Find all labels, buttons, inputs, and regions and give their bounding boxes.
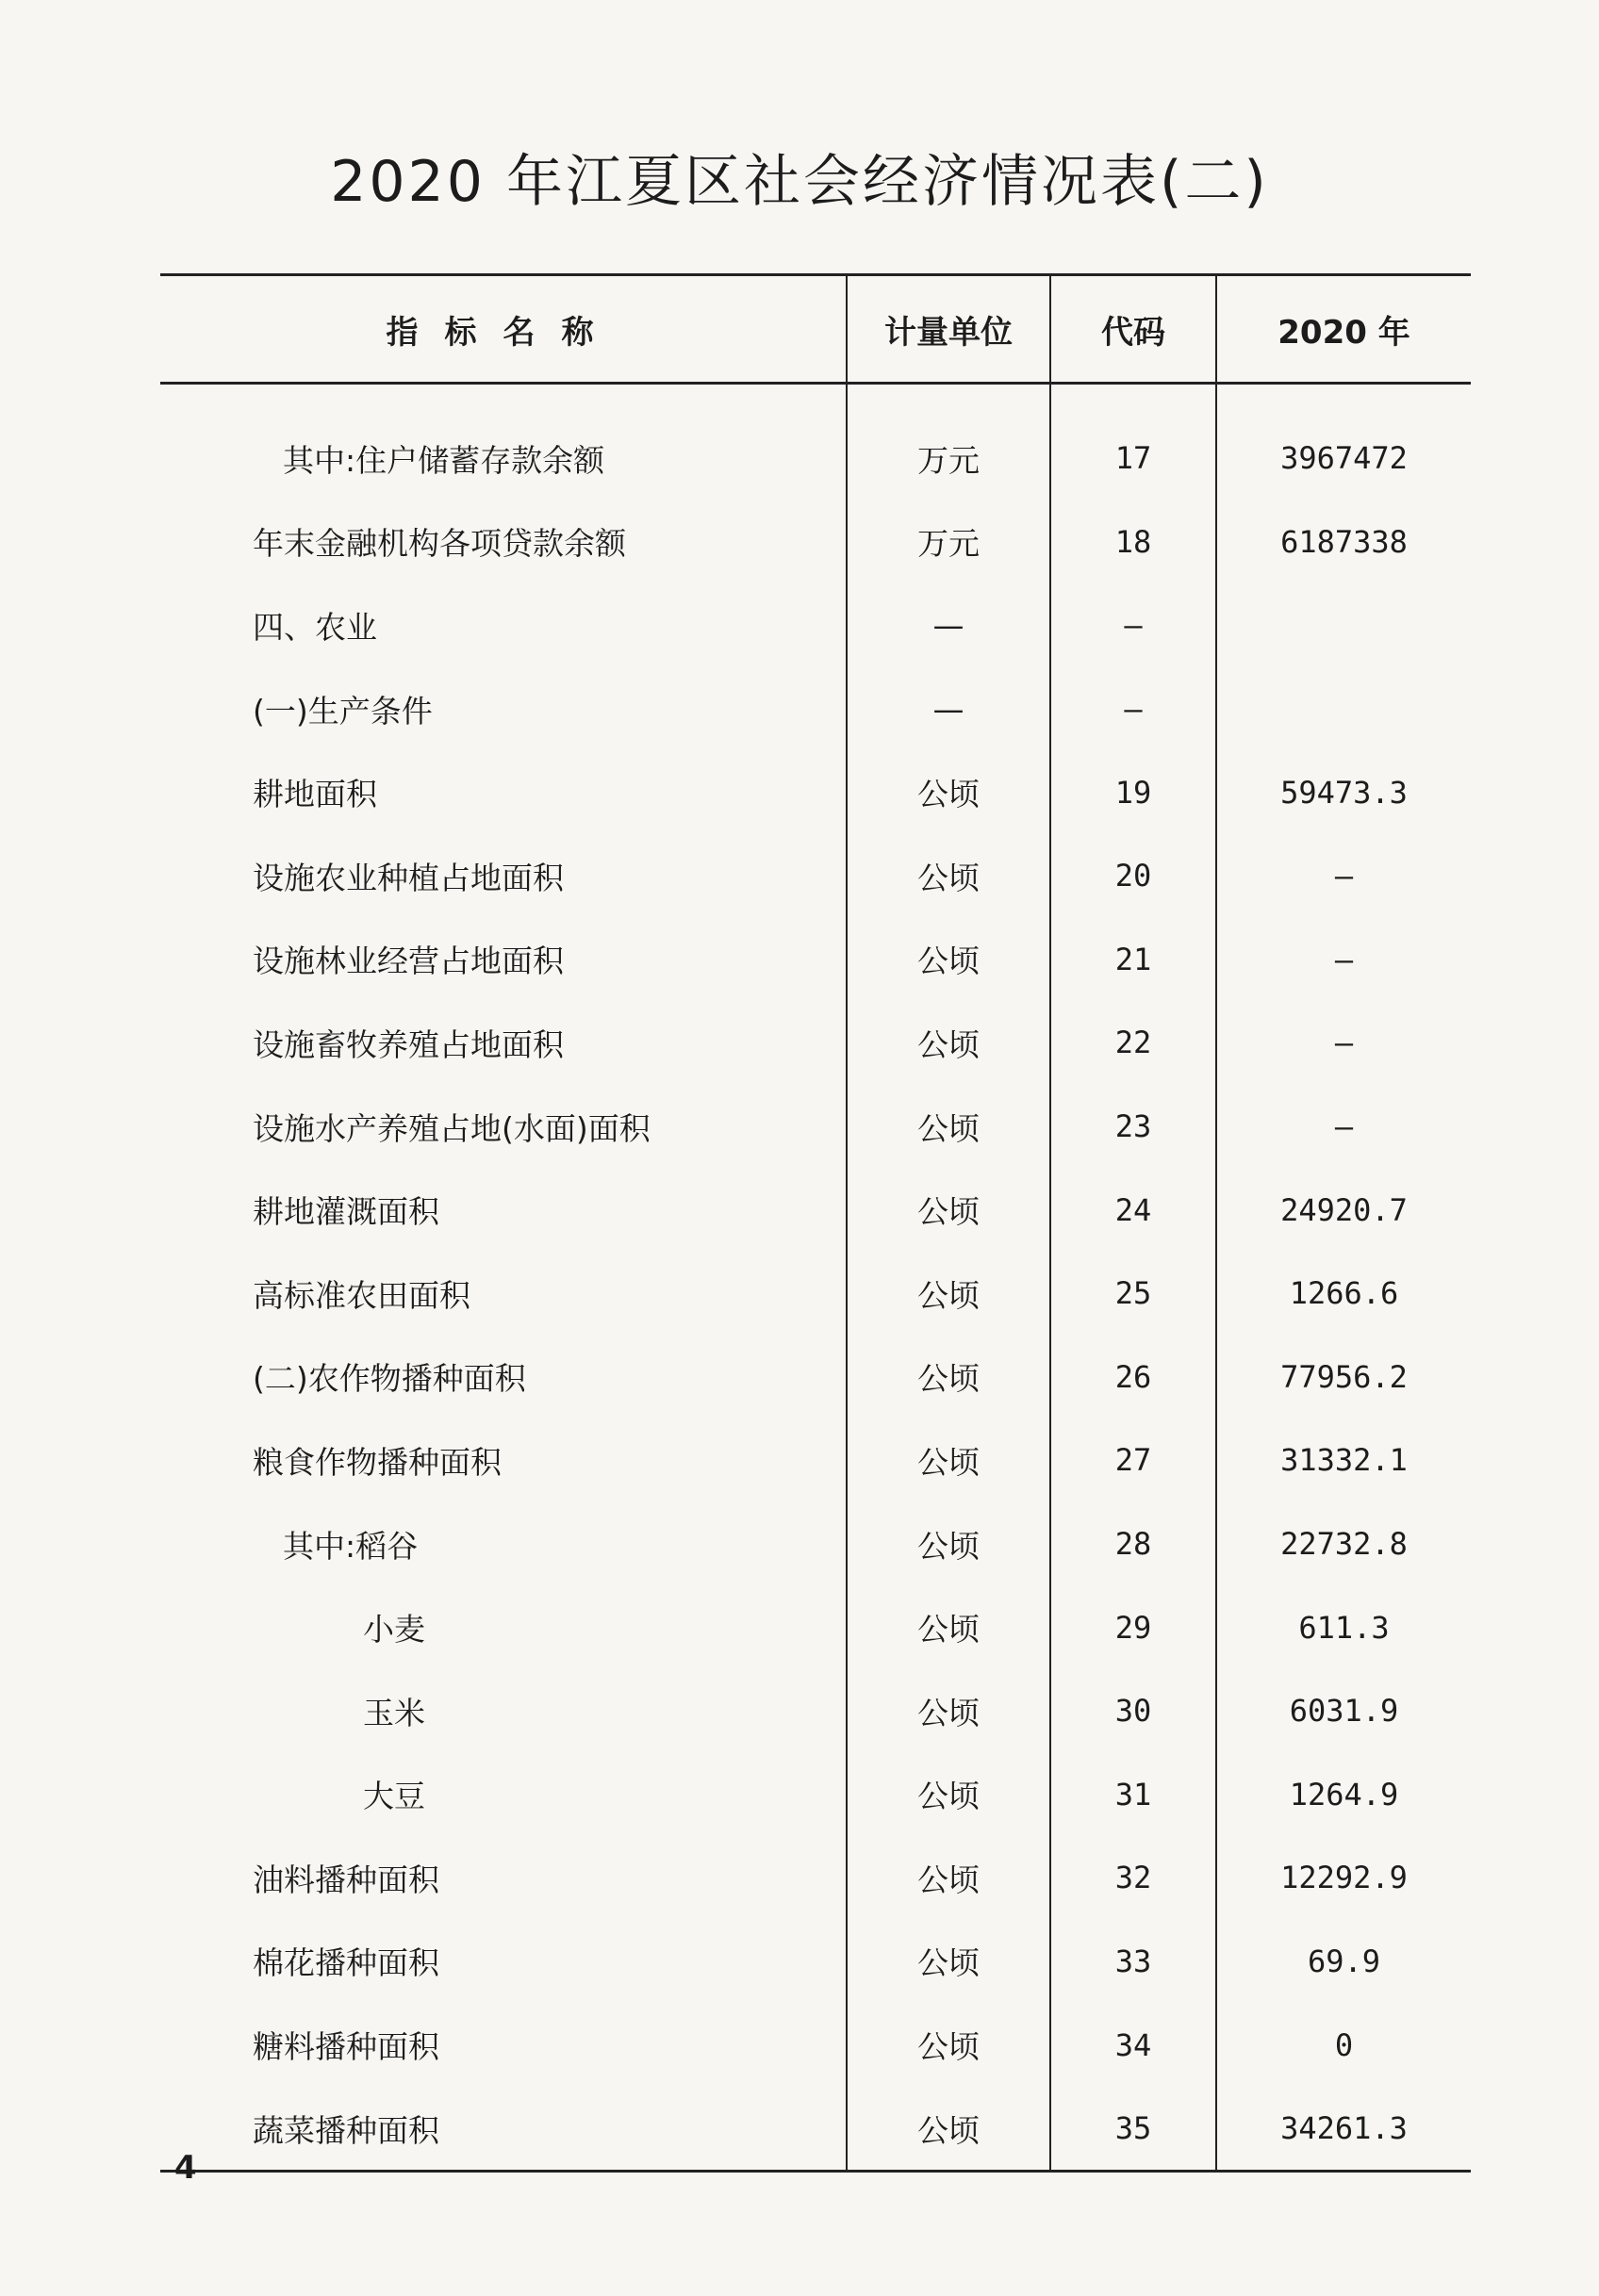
table-row <box>160 1753 1471 1837</box>
row-name: 其中:稻谷 <box>283 1527 419 1565</box>
row-code: 30 <box>1050 1669 1216 1753</box>
table-row <box>160 2087 1471 2172</box>
row-unit: 公顷 <box>847 1252 1050 1336</box>
row-unit: 公顷 <box>847 1836 1050 1920</box>
row-code: — <box>1050 583 1216 667</box>
row-name: 设施农业种植占地面积 <box>253 859 564 896</box>
row-value <box>1216 667 1471 751</box>
row-unit: 公顷 <box>847 834 1050 918</box>
row-value: — <box>1216 1085 1471 1169</box>
row-code: 18 <box>1050 500 1216 584</box>
table-header <box>160 275 1471 384</box>
row-value: 24920.7 <box>1216 1168 1471 1252</box>
row-code: 28 <box>1050 1502 1216 1586</box>
table-row <box>160 1920 1471 2004</box>
row-unit: 万元 <box>847 417 1050 500</box>
row-unit: 公顷 <box>847 1336 1050 1419</box>
row-unit: 公顷 <box>847 1585 1050 1669</box>
row-value: 12292.9 <box>1216 1836 1471 1920</box>
row-code: 31 <box>1050 1753 1216 1837</box>
row-value: — <box>1216 918 1471 1002</box>
row-unit: 公顷 <box>847 2003 1050 2087</box>
row-name: (一)生产条件 <box>253 692 433 730</box>
row-code: 27 <box>1050 1419 1216 1502</box>
row-name: 糖料播种面积 <box>253 2028 439 2066</box>
row-unit: 公顷 <box>847 1753 1050 1837</box>
table-row <box>160 1001 1471 1085</box>
row-code: 26 <box>1050 1336 1216 1419</box>
table-row <box>160 1669 1471 1753</box>
row-code: 34 <box>1050 2003 1216 2087</box>
row-name: 设施畜牧养殖占地面积 <box>253 1025 564 1063</box>
row-code: — <box>1050 667 1216 751</box>
page-title: 2020 年江夏区社会经济情况表(二) <box>330 149 1269 215</box>
row-code: 23 <box>1050 1085 1216 1169</box>
header-code: 代码 <box>1050 275 1216 384</box>
statistics-table <box>160 273 1471 2173</box>
row-unit: 公顷 <box>847 1419 1050 1502</box>
row-unit: 公顷 <box>847 750 1050 834</box>
row-value: 1266.6 <box>1216 1252 1471 1336</box>
row-unit: 公顷 <box>847 2087 1050 2172</box>
header-indicator-name: 指标名称 <box>160 275 847 384</box>
row-value: 6031.9 <box>1216 1669 1471 1753</box>
row-name: 小麦 <box>363 1611 425 1648</box>
row-value: — <box>1216 1001 1471 1085</box>
row-unit: 公顷 <box>847 1085 1050 1169</box>
row-code: 20 <box>1050 834 1216 918</box>
row-value: 1264.9 <box>1216 1753 1471 1837</box>
row-name: 棉花播种面积 <box>253 1944 439 1982</box>
row-code: 24 <box>1050 1168 1216 1252</box>
row-value: 22732.8 <box>1216 1502 1471 1586</box>
row-name: 设施林业经营占地面积 <box>253 943 564 980</box>
table-row <box>160 750 1471 834</box>
row-name: 高标准农田面积 <box>253 1276 470 1314</box>
table-body <box>160 384 1471 2172</box>
row-code: 32 <box>1050 1836 1216 1920</box>
row-unit: 公顷 <box>847 918 1050 1002</box>
row-name: 玉米 <box>363 1694 425 1731</box>
row-unit: — <box>847 667 1050 751</box>
row-name: (二)农作物播种面积 <box>253 1360 526 1398</box>
row-name: 其中:住户储蓄存款余额 <box>283 441 605 479</box>
row-value: — <box>1216 834 1471 918</box>
row-code: 22 <box>1050 1001 1216 1085</box>
row-name: 年末金融机构各项贷款余额 <box>253 525 626 563</box>
row-name: 油料播种面积 <box>253 1861 439 1898</box>
row-unit: 公顷 <box>847 1001 1050 1085</box>
row-code: 19 <box>1050 750 1216 834</box>
row-unit: 万元 <box>847 500 1050 584</box>
table-row <box>160 500 1471 584</box>
row-unit: 公顷 <box>847 1502 1050 1586</box>
row-name: 耕地面积 <box>253 776 377 813</box>
row-value: 31332.1 <box>1216 1419 1471 1502</box>
page-number: 4 <box>174 2149 197 2187</box>
table-row <box>160 2003 1471 2087</box>
table-row <box>160 1836 1471 1920</box>
table-row <box>160 1336 1471 1419</box>
row-name: 设施水产养殖占地(水面)面积 <box>253 1109 651 1147</box>
row-value: 34261.3 <box>1216 2087 1471 2172</box>
row-value: 611.3 <box>1216 1585 1471 1669</box>
row-code: 33 <box>1050 1920 1216 2004</box>
table-row <box>160 834 1471 918</box>
table-spacer <box>160 384 1471 418</box>
row-code: 17 <box>1050 417 1216 500</box>
row-code: 35 <box>1050 2087 1216 2172</box>
row-value: 69.9 <box>1216 1920 1471 2004</box>
table-row <box>160 417 1471 500</box>
row-unit: 公顷 <box>847 1920 1050 2004</box>
header-unit: 计量单位 <box>847 275 1050 384</box>
row-unit: — <box>847 583 1050 667</box>
table-row <box>160 1085 1471 1169</box>
header-value-2020: 2020 年 <box>1216 275 1471 384</box>
table-row <box>160 1502 1471 1586</box>
row-unit: 公顷 <box>847 1669 1050 1753</box>
table-row <box>160 667 1471 751</box>
table-row <box>160 583 1471 667</box>
row-value: 3967472 <box>1216 417 1471 500</box>
row-name: 蔬菜播种面积 <box>160 2087 847 2172</box>
row-name: 四、农业 <box>253 608 377 646</box>
row-code: 21 <box>1050 918 1216 1002</box>
row-unit: 公顷 <box>847 1168 1050 1252</box>
row-name: 粮食作物播种面积 <box>253 1443 502 1481</box>
table-row <box>160 1419 1471 1502</box>
row-code: 29 <box>1050 1585 1216 1669</box>
table-row <box>160 1585 1471 1669</box>
row-name: 耕地灌溉面积 <box>253 1193 439 1231</box>
row-code: 25 <box>1050 1252 1216 1336</box>
table-row <box>160 1168 1471 1252</box>
row-name: 大豆 <box>363 1778 425 1815</box>
row-value: 77956.2 <box>1216 1336 1471 1419</box>
table-row <box>160 1252 1471 1336</box>
row-value: 0 <box>1216 2003 1471 2087</box>
row-value: 59473.3 <box>1216 750 1471 834</box>
row-value: 6187338 <box>1216 500 1471 584</box>
row-value <box>1216 583 1471 667</box>
table-row <box>160 918 1471 1002</box>
